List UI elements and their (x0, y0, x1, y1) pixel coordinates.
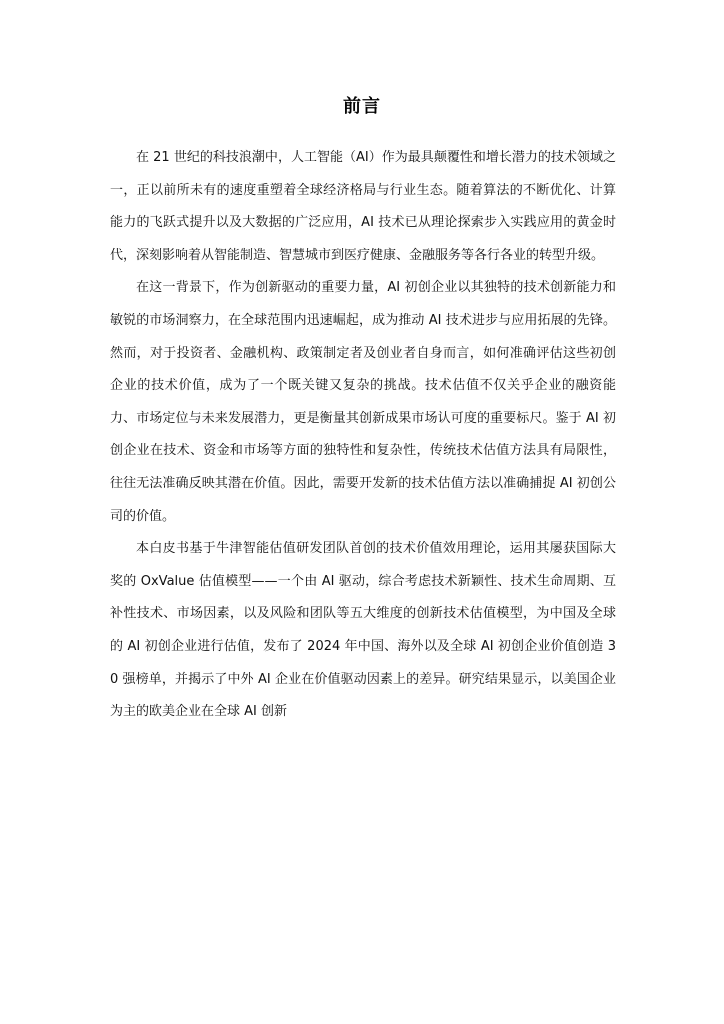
body-text (110, 142, 616, 729)
paragraph: 在 21 世纪的科技浪潮中，人工智能（AI）作为最具颠覆性和增长潜力的技术领域之一，正以前所未有的速度重塑着全球经济格局与行业生态。随着算法的不断优化、计算能力的飞跃式提升以及大数据的广泛应用，AI 技术已从理论探索步入实践应用的黄金时代，深刻影响着从智能制造、智慧城市到医疗健康、金融服务等各行各业的转型升级。 (110, 150, 616, 263)
paragraph: 本白皮书基于牛津智能估值研发团队首创的技术价值效用理论，运用其屡获国际大奖的 OxValue 估值模型——一个由 AI 驱动，综合考虑技术新颖性、技术生命周期、互补性技术、市场因素，以及风险和团队等五大维度的创新技术估值模型，为中国及全球的 AI 初创企业进行估值，发布了 2024 年中国、海外以及全球 AI 初创企业价值创造 30 强榜单，并揭示了中外 AI 企业在价值驱动因素上的差异。研究结果显示，以美国企业为主的欧美企业在全球 AI 创新 (110, 541, 616, 720)
paragraph: 在这一背景下，作为创新驱动的重要力量，AI 初创企业以其独特的技术创新能力和敏锐的市场洞察力，在全球范围内迅速崛起，成为推动 AI 技术进步与应用拓展的先锋。然而，对于投资者、金融机构、政策制定者及创业者自身而言，如何准确评估这些初创企业的技术价值，成为了一个既关键又复杂的挑战。技术估值不仅关乎企业的融资能力、市场定位与未来发展潜力，更是衡量其创新成果市场认可度的重要标尺。鉴于 AI 初创企业在技术、资金和市场等方面的独特性和复杂性，传统技术估值方法具有局限性，往往无法准确反映其潜在价值。因此，需要开发新的技术估值方法以准确捕捉 AI 初创公司的价值。 (110, 280, 616, 524)
page-title: 前言 (343, 96, 381, 117)
